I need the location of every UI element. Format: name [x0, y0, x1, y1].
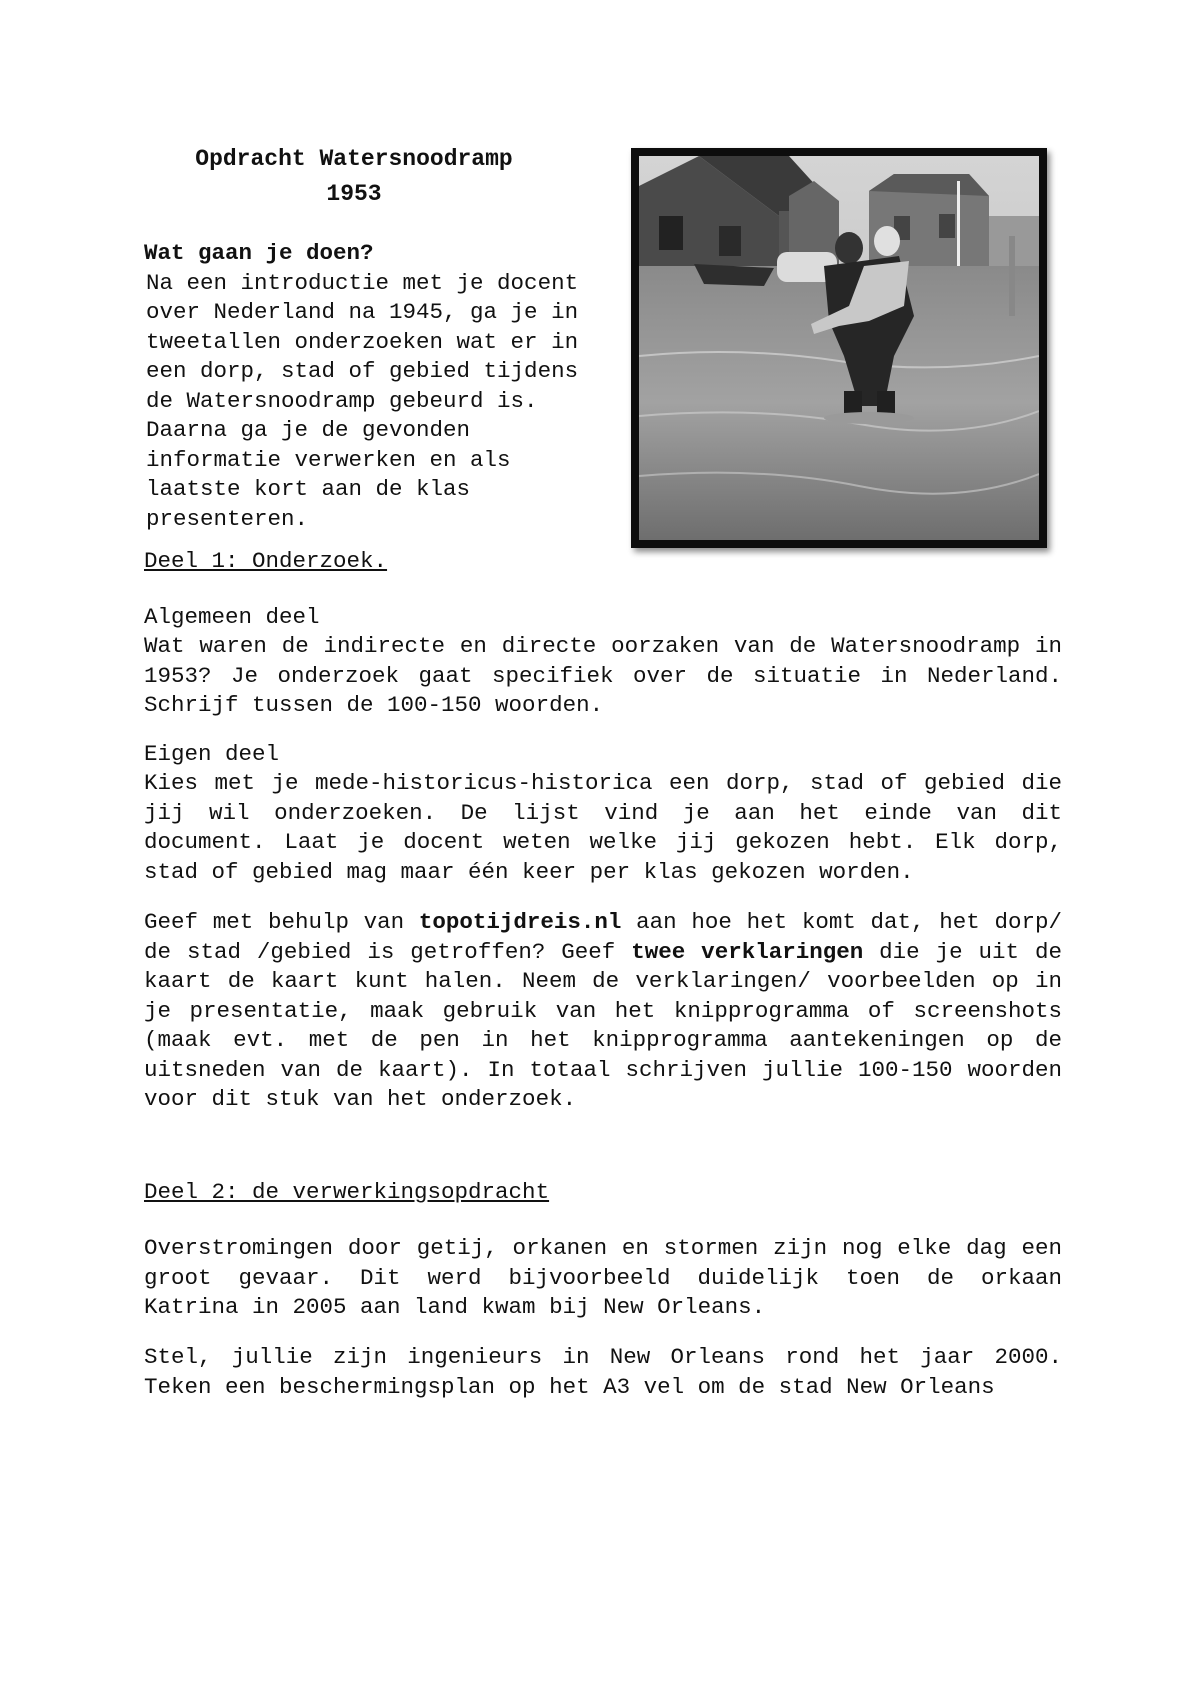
geef-text-1: Geef met behulp van — [144, 909, 419, 935]
topotijdreis-link-text: topotijdreis.nl — [418, 909, 622, 935]
deel2-heading: Deel 2: de verwerkingsopdracht — [144, 1179, 550, 1205]
geef-text-3: die je uit de kaart de kaart kunt halen. Neem de verklaringen/ voorbeelden op in je presentatie, maak gebruik van het knipprogramma of screenshots (maak evt. met de pen in het knipprogramma aantekeningen op de uitsneden van de kaart). In totaal schrijven jullie 100-150 woorden voor dit stuk van het onderzoek. — [144, 938, 1063, 1112]
intro-section — [144, 239, 604, 534]
topotijdreis-paragraph — [144, 908, 1062, 1115]
intro-heading: Wat gaan je doen? — [144, 240, 374, 266]
deel2-paragraph-1: Overstromingen door getij, orkanen en stormen zijn nog elke dag een groot gevaar. Dit werd bijvoorbeeld duidelijk toen de orkaan Katrina in 2005 aan land kwam bij New Orleans. — [144, 1235, 1062, 1320]
title-line-2: 1953 — [326, 181, 382, 207]
deel2-paragraph-2: Stel, jullie zijn ingenieurs in New Orleans rond het jaar 2000. Teken een beschermingsplan op het A3 vel om de stad New Orleans — [144, 1344, 1062, 1400]
flood-photo-illustration — [639, 156, 1039, 540]
twee-verklaringen-text: twee verklaringen — [631, 938, 864, 965]
flood-photo — [631, 148, 1047, 548]
page-title — [144, 142, 564, 212]
algemeen-text: Wat waren de indirecte en directe oorzaken van de Watersnoodramp in 1953? Je onderzoek gaat specifiek over de situatie in Nederland. Schrijf tussen de 100-150 woorden. — [144, 633, 1062, 718]
intro-text: Na een introductie met je docent over Nederland na 1945, ga je in tweetallen onderzoeken wat er in een dorp, stad of gebied tijdens de Watersnoodramp gebeurd is. Daarna ga je de gevonden informatie verwerken en als laatste kort aan de klas presenteren. — [146, 269, 579, 532]
algemeen-heading: Algemeen deel — [144, 604, 320, 630]
title-line-1: Opdracht Watersnoodramp — [195, 146, 513, 172]
eigen-text: Kies met je mede-historicus-historica een dorp, stad of gebied die jij wil onderzoeken. De lijst vind je aan het einde van dit document. Laat je docent weten welke jij gekozen hebt. Elk dorp, stad of gebied mag maar één keer per klas gekozen worden. — [144, 770, 1062, 885]
deel1-heading: Deel 1: Onderzoek. — [144, 548, 388, 574]
eigen-heading: Eigen deel — [144, 741, 280, 767]
geef-text-2: aan hoe het komt dat, het dorp/ de stad /gebied is getroffen? Geef — [144, 909, 1062, 965]
